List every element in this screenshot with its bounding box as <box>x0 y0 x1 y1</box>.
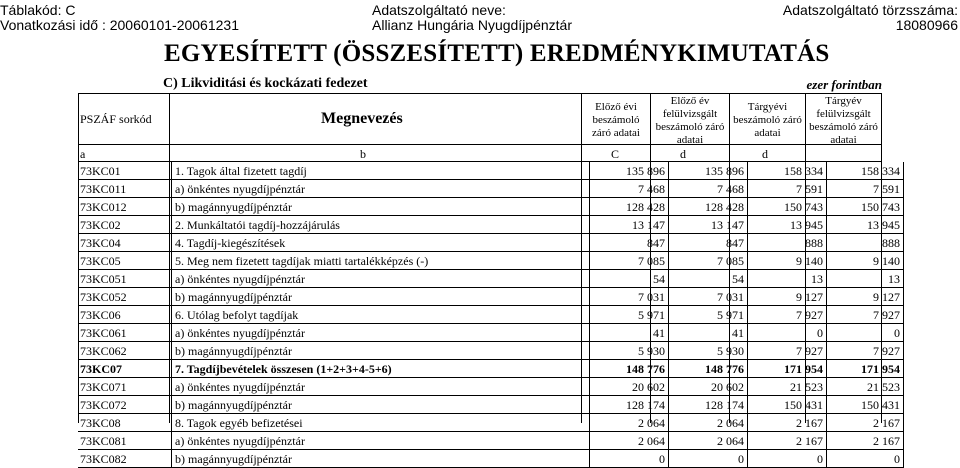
table-row <box>78 432 904 450</box>
row-value-current-year-audited: 13 945 <box>827 216 904 234</box>
row-code: 73KC02 <box>78 216 172 234</box>
row-value-prev-year: 0 <box>590 450 669 468</box>
row-value-prev-year-audited: 5 930 <box>669 342 748 360</box>
row-value-prev-year-audited: 5 971 <box>669 306 748 324</box>
report-title: EGYESÍTETT (ÖSSZESÍTETT) EREDMÉNYKIMUTATÁS <box>164 40 830 67</box>
row-value-prev-year-audited: 0 <box>669 450 748 468</box>
row-value-prev-year: 7 031 <box>590 288 669 306</box>
row-value-current-year: 150 431 <box>748 396 827 414</box>
row-value-current-year-audited: 888 <box>827 234 904 252</box>
row-name: 7. Tagdíjbevételek összesen (1+2+3+4-5+6) <box>172 360 590 378</box>
row-value-current-year: 2 167 <box>748 432 827 450</box>
row-value-current-year: 158 334 <box>748 162 827 180</box>
row-value-current-year: 7 927 <box>748 342 827 360</box>
row-code: 73KC04 <box>78 234 172 252</box>
row-value-current-year: 21 523 <box>748 378 827 396</box>
row-value-prev-year-audited: 41 <box>669 324 748 342</box>
row-name: a) önkéntes nyugdíjpénztár <box>172 270 590 288</box>
row-code: 73KC082 <box>78 450 172 468</box>
table-row <box>78 288 904 306</box>
table-row <box>78 162 904 180</box>
row-value-current-year-audited: 9 127 <box>827 288 904 306</box>
row-name: b) magánnyugdíjpénztár <box>172 342 590 360</box>
row-value-prev-year-audited: 13 147 <box>669 216 748 234</box>
letter-b: b <box>360 147 366 161</box>
row-code: 73KC072 <box>78 396 172 414</box>
period-label: Vonatkozási idő : 20060101-20061231 <box>0 17 239 33</box>
table-row <box>78 234 904 252</box>
row-code: 73KC051 <box>78 270 172 288</box>
row-value-current-year: 13 945 <box>748 216 827 234</box>
header-col2: Előző év felülvizsgált beszámoló záró adatai <box>655 95 725 146</box>
row-value-current-year: 0 <box>748 450 827 468</box>
row-value-prev-year: 148 776 <box>590 360 669 378</box>
row-code: 73KC061 <box>78 324 172 342</box>
header-bottom-border <box>78 144 881 145</box>
row-value-current-year-audited: 0 <box>827 450 904 468</box>
row-value-current-year: 13 <box>748 270 827 288</box>
row-value-prev-year-audited: 148 776 <box>669 360 748 378</box>
table-row <box>78 414 904 432</box>
header-code: PSZÁF sorkód <box>80 112 152 126</box>
row-value-current-year-audited: 7 927 <box>827 306 904 324</box>
row-name: a) önkéntes nyugdíjpénztár <box>172 378 590 396</box>
provider-reg-label: Adatszolgáltató törzsszáma: <box>782 2 958 18</box>
row-name: 8. Tagok egyéb befizetései <box>172 414 590 432</box>
row-value-current-year-audited: 0 <box>827 324 904 342</box>
row-value-prev-year-audited: 135 896 <box>669 162 748 180</box>
row-code: 73KC07 <box>78 360 172 378</box>
row-value-prev-year: 2 064 <box>590 432 669 450</box>
row-value-current-year: 171 954 <box>748 360 827 378</box>
row-value-prev-year: 54 <box>590 270 669 288</box>
row-value-prev-year: 7 085 <box>590 252 669 270</box>
row-value-prev-year: 2 064 <box>590 414 669 432</box>
row-value-current-year-audited: 150 743 <box>827 198 904 216</box>
row-value-current-year: 9 140 <box>748 252 827 270</box>
row-value-current-year: 150 743 <box>748 198 827 216</box>
row-code: 73KC011 <box>78 180 172 198</box>
row-value-prev-year-audited: 7 468 <box>669 180 748 198</box>
row-code: 73KC06 <box>78 306 172 324</box>
row-value-prev-year: 128 174 <box>590 396 669 414</box>
table-row <box>78 180 904 198</box>
row-value-current-year-audited: 2 167 <box>827 432 904 450</box>
header-name: Megnevezés <box>321 110 403 127</box>
table-row <box>78 378 904 396</box>
row-name: 1. Tagok által fizetett tagdíj <box>172 162 590 180</box>
header-col4: Tárgyév felülvizsgált beszámoló záró adatai <box>809 95 878 146</box>
row-name: b) magánnyugdíjpénztár <box>172 450 590 468</box>
provider-name: Allianz Hungária Nyugdíjpénztár <box>372 17 572 33</box>
table-row <box>78 252 904 270</box>
report-subtitle: C) Likviditási és kockázati fedezet <box>163 76 368 91</box>
row-value-current-year-audited: 150 431 <box>827 396 904 414</box>
row-value-current-year: 888 <box>748 234 827 252</box>
data-table-body <box>78 162 904 468</box>
provider-name-label: Adatszolgáltató neve: <box>372 2 506 18</box>
row-value-prev-year: 5 971 <box>590 306 669 324</box>
row-value-current-year: 7 927 <box>748 306 827 324</box>
row-value-prev-year-audited: 847 <box>669 234 748 252</box>
row-value-prev-year-audited: 7 031 <box>669 288 748 306</box>
unit-label: ezer forintban <box>806 77 882 92</box>
row-value-prev-year: 41 <box>590 324 669 342</box>
header-col1: Előző évi beszámoló záró adatai <box>592 101 640 139</box>
table-row <box>78 324 904 342</box>
table-code-label: Táblakód: C <box>0 2 76 18</box>
row-value-current-year-audited: 171 954 <box>827 360 904 378</box>
table-row <box>78 450 904 468</box>
row-value-current-year-audited: 9 140 <box>827 252 904 270</box>
letter-a: a <box>80 147 86 161</box>
row-code: 73KC081 <box>78 432 172 450</box>
row-value-prev-year: 5 930 <box>590 342 669 360</box>
table-row <box>78 396 904 414</box>
row-value-prev-year-audited: 20 602 <box>669 378 748 396</box>
row-value-prev-year-audited: 128 174 <box>669 396 748 414</box>
table-row <box>78 342 904 360</box>
row-value-current-year-audited: 2 167 <box>827 414 904 432</box>
row-name: 2. Munkáltatói tagdíj-hozzájárulás <box>172 216 590 234</box>
row-code: 73KC05 <box>78 252 172 270</box>
row-name: b) magánnyugdíjpénztár <box>172 198 590 216</box>
row-code: 73KC012 <box>78 198 172 216</box>
row-value-prev-year-audited: 54 <box>669 270 748 288</box>
letter-d2: d <box>762 147 768 161</box>
row-code: 73KC08 <box>78 414 172 432</box>
row-name: b) magánnyugdíjpénztár <box>172 288 590 306</box>
row-value-current-year-audited: 13 <box>827 270 904 288</box>
row-code: 73KC052 <box>78 288 172 306</box>
row-value-prev-year: 128 428 <box>590 198 669 216</box>
row-value-prev-year: 847 <box>590 234 669 252</box>
table-row <box>78 306 904 324</box>
table-row <box>78 360 904 378</box>
row-name: b) magánnyugdíjpénztár <box>172 396 590 414</box>
table-row <box>78 198 904 216</box>
row-name: a) önkéntes nyugdíjpénztár <box>172 432 590 450</box>
row-value-current-year: 2 167 <box>748 414 827 432</box>
row-value-prev-year: 7 468 <box>590 180 669 198</box>
row-value-current-year-audited: 7 591 <box>827 180 904 198</box>
row-value-prev-year: 135 896 <box>590 162 669 180</box>
row-value-current-year-audited: 158 334 <box>827 162 904 180</box>
row-value-prev-year-audited: 2 064 <box>669 414 748 432</box>
row-value-prev-year-audited: 2 064 <box>669 432 748 450</box>
header-col3: Tárgyévi beszámoló záró adatai <box>733 101 802 139</box>
row-name: a) önkéntes nyugdíjpénztár <box>172 180 590 198</box>
row-value-prev-year-audited: 128 428 <box>669 198 748 216</box>
header-top-border <box>78 93 881 94</box>
letter-d1: d <box>680 147 686 161</box>
row-name: 6. Utólag befolyt tagdíjak <box>172 306 590 324</box>
row-name: 5. Meg nem fizetett tagdíjak miatti tartalékképzés (-) <box>172 252 590 270</box>
data-table <box>78 162 904 468</box>
row-code: 73KC062 <box>78 342 172 360</box>
row-value-current-year-audited: 7 927 <box>827 342 904 360</box>
row-value-current-year: 0 <box>748 324 827 342</box>
provider-reg-number: 18080966 <box>895 17 958 33</box>
letter-c: C <box>611 147 620 161</box>
table-row <box>78 216 904 234</box>
table-row <box>78 270 904 288</box>
row-value-current-year: 7 591 <box>748 180 827 198</box>
row-value-current-year: 9 127 <box>748 288 827 306</box>
row-value-prev-year: 13 147 <box>590 216 669 234</box>
row-code: 73KC01 <box>78 162 172 180</box>
row-value-prev-year-audited: 7 085 <box>669 252 748 270</box>
row-name: 4. Tagdíj-kiegészítések <box>172 234 590 252</box>
row-code: 73KC071 <box>78 378 172 396</box>
report-info-bar-values <box>0 15 960 35</box>
row-value-current-year-audited: 21 523 <box>827 378 904 396</box>
row-name: a) önkéntes nyugdíjpénztár <box>172 324 590 342</box>
row-value-prev-year: 20 602 <box>590 378 669 396</box>
